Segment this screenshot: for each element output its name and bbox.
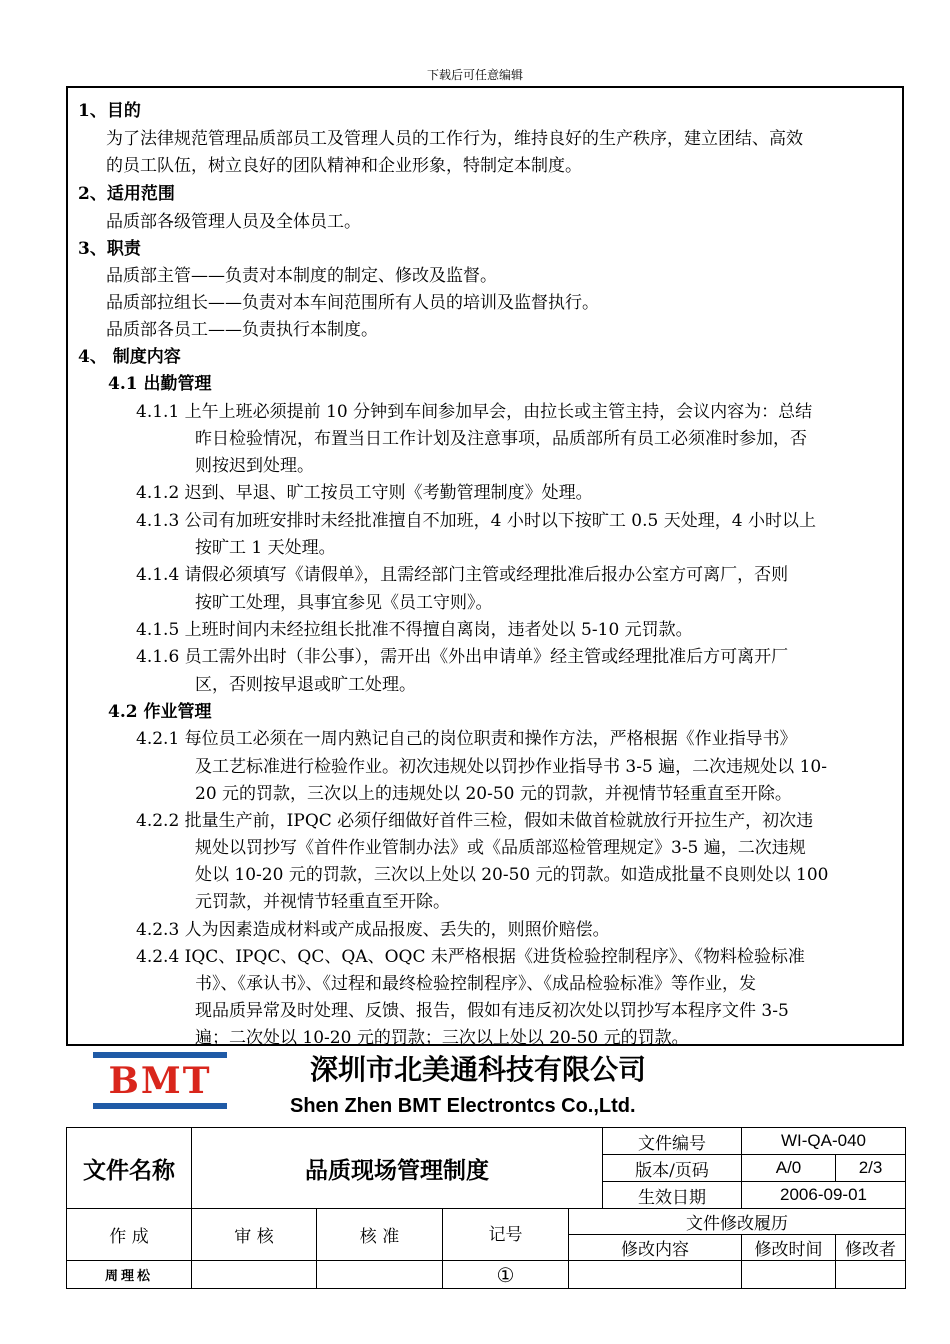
file-no-label: 文件编号 <box>603 1128 742 1155</box>
version-label: 版本/页码 <box>603 1155 742 1182</box>
list-item: 4.1.6 员工需外出时（非公事），需开出《外出申请单》经主管或经理批准后方可离开厂 <box>136 647 789 667</box>
author-name: 周理松 <box>67 1261 192 1289</box>
file-name-label: 文件名称 <box>67 1128 192 1209</box>
list-item: 区，否则按早退或旷工处理。 <box>195 675 416 695</box>
date-label: 生效日期 <box>603 1182 742 1209</box>
list-item: 规处以罚抄写《首件作业管制办法》或《品质部巡检管理规定》3-5 遍，二次违规 <box>195 838 806 858</box>
list-item: 4.1.3 公司有加班安排时未经批准擅自不加班，4 小时以下按旷工 0.5 天处理，4 小时以上 <box>136 511 816 531</box>
section-3-title: 3、职责 <box>78 239 141 259</box>
list-item: 昨日检验情况，布置当日工作计划及注意事项，品质部所有员工必须准时参加，否 <box>195 429 807 449</box>
paragraph: 为了法律规范管理品质部员工及管理人员的工作行为，维持良好的生产秩序，建立团结、高效 <box>106 129 803 149</box>
review-label: 审 核 <box>192 1209 317 1261</box>
top-note: 下载后可任意编辑 <box>426 68 523 82</box>
record-mark: ① <box>443 1261 569 1289</box>
list-item: 4.2.4 IQC、IPQC、QC、QA、OQC 未严格根据《进货检验控制程序》、《物料检验标准 <box>136 947 805 967</box>
review-value <box>192 1261 317 1289</box>
file-title: 品质现场管理制度 <box>192 1128 603 1209</box>
mod-time-label: 修改时间 <box>742 1235 836 1261</box>
company-name-cn: 深圳市北美通科技有限公司 <box>310 1053 647 1086</box>
list-item: 4.1.2 迟到、早退、旷工按员工守则《考勤管理制度》处理。 <box>136 483 593 503</box>
effective-date: 2006-09-01 <box>742 1182 906 1209</box>
mod-content-label: 修改内容 <box>569 1235 742 1261</box>
approve-label: 核 准 <box>317 1209 443 1261</box>
list-item: 及工艺标准进行检验作业。初次违规处以罚抄作业指导书 3-5 遍，二次违规处以 10- <box>195 757 827 777</box>
list-item: 书》、《承认书》、《过程和最终检验控制程序》、《成品检验标准》等作业，发 <box>195 974 756 994</box>
list-item: 按旷工处理，具事宜参见《员工守则》。 <box>195 593 493 613</box>
list-item: 4.1.5 上班时间内未经拉组长批准不得擅自离岗，违者处以 5-10 元罚款。 <box>136 620 693 640</box>
page-number: 2/3 <box>836 1155 906 1182</box>
version: A/0 <box>742 1155 836 1182</box>
modifier-value <box>836 1261 906 1289</box>
section-4-title: 4、 制度内容 <box>78 347 181 367</box>
section-2-title: 2、适用范围 <box>78 184 175 204</box>
list-item: 4.1.1 上午上班必须提前 10 分钟到车间参加早会，由拉长或主管主持，会议内容为：总结 <box>136 402 813 422</box>
company-name-en: Shen Zhen BMT Electrontcs Co.,Ltd. <box>290 1095 636 1117</box>
section-4-1-title: 4.1 出勤管理 <box>108 374 212 394</box>
list-item: 则按迟到处理。 <box>195 456 314 476</box>
file-no: WI-QA-040 <box>742 1128 906 1155</box>
made-by-label: 作 成 <box>67 1209 192 1261</box>
list-item: 遍；二次处以 10-20 元的罚款；三次以上处以 20-50 元的罚款。 <box>195 1028 689 1048</box>
paragraph: 品质部拉组长——负责对本车间范围所有人员的培训及监督执行。 <box>106 293 599 313</box>
company-logo <box>93 1052 227 1109</box>
list-item: 按旷工 1 天处理。 <box>195 538 336 558</box>
content-box <box>66 86 904 1046</box>
mod-content-value <box>569 1261 742 1289</box>
list-item: 20 元的罚款，三次以上的违规处以 20-50 元的罚款，并视情节轻重直至开除。 <box>195 784 792 804</box>
list-item: 4.2.3 人为因素造成材料或产成品报废、丢失的，则照价赔偿。 <box>136 920 610 940</box>
paragraph: 品质部各员工——负责执行本制度。 <box>106 320 378 340</box>
paragraph: 品质部各级管理人员及全体员工。 <box>106 212 361 232</box>
mod-time-value <box>742 1261 836 1289</box>
paragraph: 品质部主管——负责对本制度的制定、修改及监督。 <box>106 266 497 286</box>
list-item: 4.2.2 批量生产前，IPQC 必须仔细做好首件三检，假如未做首检就放行开拉生产，初次违 <box>136 811 814 831</box>
list-item: 元罚款，并视情节轻重直至开除。 <box>195 892 450 912</box>
logo-bar-bottom <box>93 1103 227 1109</box>
section-4-2-title: 4.2 作业管理 <box>108 702 212 722</box>
list-item: 现品质异常及时处理、反馈、报告，假如有违反初次处以罚抄写本程序文件 3-5 <box>195 1001 789 1021</box>
section-1-title: 1、目的 <box>78 101 141 121</box>
list-item: 处以 10-20 元的罚款，三次以上处以 20-50 元的罚款。如造成批量不良则处以 100 <box>195 865 829 885</box>
approve-value <box>317 1261 443 1289</box>
document-control-table <box>66 1127 906 1289</box>
logo-bar-top <box>93 1052 227 1058</box>
logo-text: BMT <box>108 1060 212 1102</box>
list-item: 4.2.1 每位员工必须在一周内熟记自己的岗位职责和操作方法，严格根据《作业指导书》 <box>136 729 797 749</box>
record-label: 记号 <box>443 1209 569 1261</box>
paragraph: 的员工队伍，树立良好的团队精神和企业形象，特制定本制度。 <box>106 156 582 176</box>
modifier-label: 修改者 <box>836 1235 906 1261</box>
history-label: 文件修改履历 <box>569 1209 906 1235</box>
list-item: 4.1.4 请假必须填写《请假单》，且需经部门主管或经理批准后报办公室方可离厂，否则 <box>136 565 789 585</box>
